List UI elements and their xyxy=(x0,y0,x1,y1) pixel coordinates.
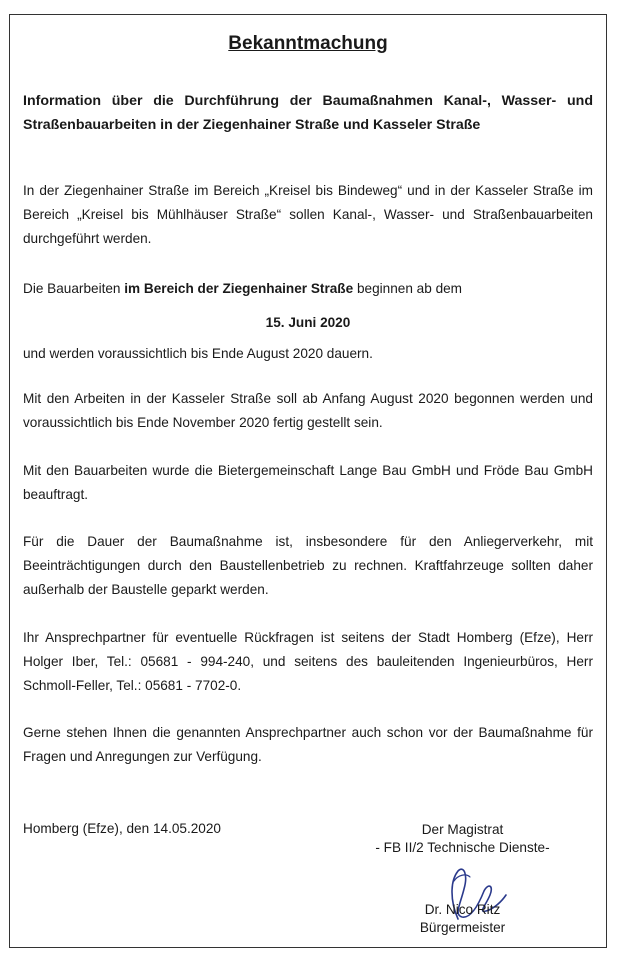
notice-page xyxy=(9,14,607,948)
signer-title: Bürgermeister xyxy=(419,920,506,935)
paragraph-closing: Gerne stehen Ihnen die genannten Ansprechpartner auch schon vor der Baumaßnahme für Fragen und Anregungen zur Verfügung. xyxy=(23,725,593,764)
signer-name: Dr. Nico Ritz xyxy=(424,902,501,917)
paragraph-start-pre: Die Bauarbeiten xyxy=(23,281,125,296)
paragraph-start-bold: im Bereich der Ziegenhainer Straße xyxy=(124,281,354,296)
notice-subject: Information über die Durchführung der Baumaßnahmen Kanal-, Wasser- und Straßenbauarbeiten in der Ziegenhainer Straße und Kasseler Straße xyxy=(23,93,593,133)
paragraph-contacts: Ihr Ansprechpartner für eventuelle Rückfragen ist seitens der Stadt Homberg (Efze), Herr Holger Iber, Tel.: 05681 - 994-240, und seitens des bauleitenden Ingenieurbüros, Herr Schmoll-Feller, Tel.: 05681 - 7702-0. xyxy=(23,630,593,693)
place-date: Homberg (Efze), den 14.05.2020 xyxy=(23,821,221,836)
notice-title: Bekanntmachung xyxy=(228,33,388,54)
authority-block xyxy=(355,821,570,857)
paragraph-kasseler: Mit den Arbeiten in der Kasseler Straße soll ab Anfang August 2020 begonnen werden und voraussichtlich bis Ende November 2020 fertig gestellt sein. xyxy=(23,391,593,430)
paragraph-scope: In der Ziegenhainer Straße im Bereich „Kreisel bis Bindeweg“ und in der Kasseler Straße im Bereich „Kreisel bis Mühlhäuser Straße“ sollen Kanal-, Wasser- und Straßenbauarbeiten durchgeführt werden. xyxy=(23,183,593,246)
paragraph-start xyxy=(23,277,593,301)
paragraph-duration: und werden voraussichtlich bis Ende August 2020 dauern. xyxy=(23,346,373,361)
paragraph-start-post: beginnen ab dem xyxy=(353,281,463,296)
signer-block xyxy=(390,901,535,937)
start-date: 15. Juni 2020 xyxy=(265,315,351,330)
department-name: - FB II/2 Technische Dienste- xyxy=(375,840,550,855)
paragraph-contractor: Mit den Bauarbeiten wurde die Bietergemeinschaft Lange Bau GmbH und Fröde Bau GmbH beauftragt. xyxy=(23,463,593,502)
authority-name: Der Magistrat xyxy=(421,822,504,837)
paragraph-impact: Für die Dauer der Baumaßnahme ist, insbesondere für den Anliegerverkehr, mit Beeinträchtigungen durch den Baustellenbetrieb zu rechnen. Kraftfahrzeuge sollten daher außerhalb der Baustelle geparkt werden. xyxy=(23,534,593,597)
